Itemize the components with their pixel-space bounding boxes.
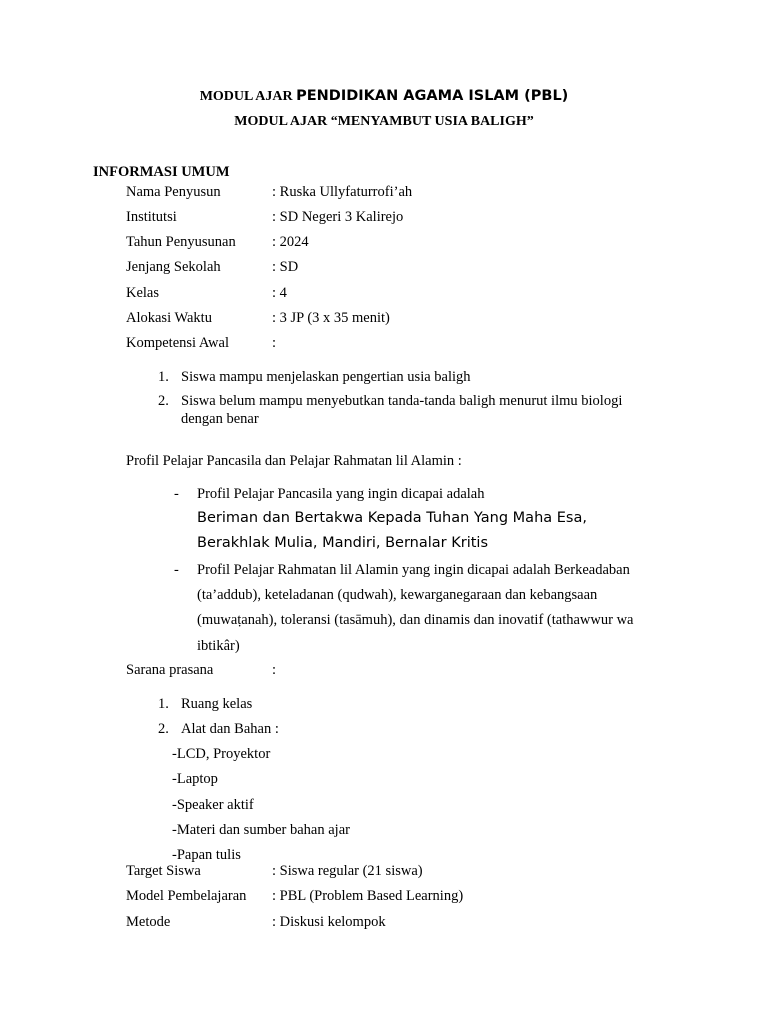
info-value: : 3 JP (3 x 35 menit) xyxy=(272,310,390,326)
list-number: 2. xyxy=(158,721,169,737)
info-label: Nama Penyusun xyxy=(126,184,221,200)
info-label: Target Siswa xyxy=(126,863,201,879)
section-heading: INFORMASI UMUM xyxy=(93,164,230,180)
info-value: : Ruska Ullyfaturrofi’ah xyxy=(272,184,413,200)
info-value: : 4 xyxy=(272,285,287,301)
profil-text: Profil Pelajar Rahmatan lil Alamin yang ingin dicapai adalah Berkeadaban xyxy=(197,562,630,578)
title-subject: PENDIDIKAN AGAMA ISLAM (PBL) xyxy=(296,88,569,104)
alat-item: -Speaker aktif xyxy=(172,797,254,813)
info-label: Institutsi xyxy=(126,209,177,225)
dash-bullet: - xyxy=(174,562,179,578)
alat-item-text: Laptop xyxy=(176,771,218,787)
dash-bullet: - xyxy=(174,486,179,502)
sarana-label: Sarana prasana xyxy=(126,662,214,678)
list-item: Siswa belum mampu menyebutkan tanda-tanda baligh menurut ilmu biologi xyxy=(181,393,623,409)
info-label: Alokasi Waktu xyxy=(126,310,212,326)
alat-item-text: Speaker aktif xyxy=(176,797,254,813)
list-item: Alat dan Bahan : xyxy=(181,721,279,737)
info-value: : PBL (Problem Based Learning) xyxy=(272,888,464,904)
info-label: Model Pembelajaran xyxy=(126,888,247,904)
profil-values: Berakhlak Mulia, Mandiri, Bernalar Kritis xyxy=(197,535,489,551)
sarana-value: : xyxy=(272,662,277,678)
info-label: Metode xyxy=(126,914,171,930)
info-label: Kelas xyxy=(126,285,160,301)
list-item: Siswa mampu menjelaskan pengertian usia baligh xyxy=(181,369,471,385)
list-number: 2. xyxy=(158,393,169,409)
profil-heading: Profil Pelajar Pancasila dan Pelajar Rahmatan lil Alamin : xyxy=(126,453,462,469)
profil-text: (ta’addub), keteladanan (qudwah), kewarganegaraan dan kebangsaan xyxy=(197,587,598,603)
alat-item: -LCD, Proyektor xyxy=(172,746,271,762)
alat-item: -Papan tulis xyxy=(172,847,241,863)
info-label: Tahun Penyusunan xyxy=(126,234,236,250)
profil-values: Beriman dan Bertakwa Kepada Tuhan Yang Maha Esa, xyxy=(197,510,587,526)
alat-item: -Laptop xyxy=(172,771,218,787)
alat-item-text: Papan tulis xyxy=(176,847,241,863)
document-subtitle: MODUL AJAR “MENYAMBUT USIA BALIGH” xyxy=(234,114,534,129)
info-value: : xyxy=(272,335,277,351)
profil-text: (muwaṭanah), toleransi (tasāmuh), dan dinamis dan inovatif (tathawwur wa xyxy=(197,612,634,628)
alat-item: -Materi dan sumber bahan ajar xyxy=(172,822,350,838)
alat-item-text: Materi dan sumber bahan ajar xyxy=(176,822,350,838)
profil-text: ibtikâr) xyxy=(197,638,240,654)
list-number: 1. xyxy=(158,696,169,712)
info-value: : Diskusi kelompok xyxy=(272,914,386,930)
info-value: : 2024 xyxy=(272,234,309,250)
profil-text: Profil Pelajar Pancasila yang ingin dicapai adalah xyxy=(197,486,485,502)
list-number: 1. xyxy=(158,369,169,385)
list-item: Ruang kelas xyxy=(181,696,253,712)
info-label: Kompetensi Awal xyxy=(126,335,229,351)
document-title xyxy=(0,87,768,106)
list-item-continued: dengan benar xyxy=(181,411,259,427)
info-value: : SD Negeri 3 Kalirejo xyxy=(272,209,404,225)
title-prefix: MODUL AJAR xyxy=(199,89,297,104)
info-label: Jenjang Sekolah xyxy=(126,259,221,275)
alat-item-text: LCD, Proyektor xyxy=(176,746,271,762)
info-value: : SD xyxy=(272,259,299,275)
info-value: : Siswa regular (21 siswa) xyxy=(272,863,423,879)
